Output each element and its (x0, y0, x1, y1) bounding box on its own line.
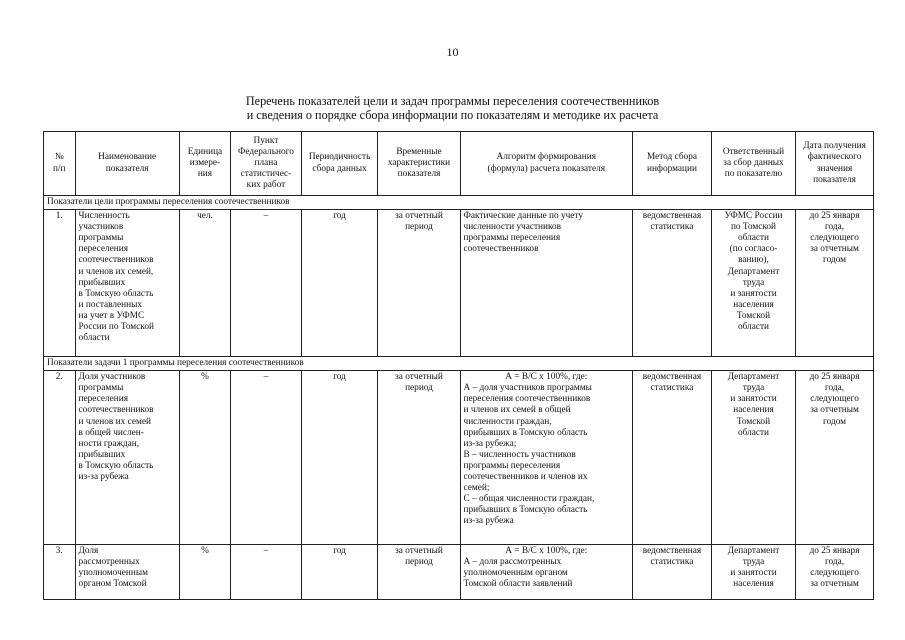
header-algorithm (460, 132, 633, 196)
text-line: В – численность участников (463, 449, 576, 460)
header-unit (179, 132, 231, 196)
text-line: по показателю (724, 169, 783, 180)
text-line: за отчетным (810, 405, 859, 416)
text-line: в Томскую область (78, 288, 154, 299)
text-line: переселения (78, 394, 129, 405)
text-line: Метод сбора (646, 152, 697, 163)
date-cell (796, 371, 874, 545)
text-line: статистика (650, 383, 694, 394)
text-line: за сбор данных (723, 157, 784, 168)
text-line: семей; (463, 483, 490, 494)
text-line: до 25 января (809, 372, 860, 383)
section-title: Показатели цели программы переселения соотечественников (44, 196, 874, 210)
unit-cell: % (179, 371, 231, 545)
text-line: соотечественников (463, 244, 539, 255)
formula: А = В/С x 100%, где: (505, 372, 588, 383)
header-plan-item (231, 132, 301, 196)
text-line: из-за рубежа (78, 472, 129, 483)
formula: А = В/С x 100%, где: (505, 546, 588, 557)
text-line: и членов их семей, (78, 266, 154, 277)
text-line: Периодичность (308, 152, 371, 163)
text-line: Пункт (253, 135, 279, 146)
text-line: Доля участников (78, 372, 146, 383)
text-line: области (737, 233, 770, 244)
unit-cell: чел. (179, 210, 231, 357)
text-line: участников (78, 222, 124, 233)
text-line: уполномоченным органом (463, 568, 568, 579)
text-line: до 25 января (809, 211, 860, 222)
text-line: информации (646, 163, 697, 174)
text-line: Единица (187, 146, 223, 157)
text-line: ванию), (738, 255, 769, 266)
text-line: из-за рубежа; (463, 438, 517, 449)
method-cell (633, 545, 712, 600)
text-line: органом Томской (78, 579, 147, 590)
table-row (44, 371, 874, 545)
method-cell (633, 210, 712, 357)
text-line: Томской (736, 310, 771, 321)
text-line: период (405, 383, 433, 394)
text-line: Дата получения (803, 141, 866, 152)
text-line: численности граждан, (463, 416, 552, 427)
table-row (44, 210, 874, 357)
text-line: значения (816, 163, 853, 174)
text-line: УФМС России (724, 211, 783, 222)
text-line: на учет в УФМС (78, 310, 145, 321)
text-line: прибывших в Томскую область (463, 427, 588, 438)
text-line: из-за рубежа (463, 516, 514, 527)
text-line: фактического (807, 152, 862, 163)
section-title: Показатели задачи 1 программы переселения соотечественников (44, 357, 874, 371)
text-line: и членов их семей (78, 416, 151, 427)
text-line: показателя (813, 174, 856, 185)
text-line: программы (78, 383, 124, 394)
text-line: соотечественников (78, 255, 154, 266)
text-line: года, (824, 557, 845, 568)
header-method (633, 132, 712, 196)
header-responsible (711, 132, 795, 196)
algorithm-cell (460, 371, 633, 545)
text-line: (формула) расчета показателя (487, 163, 606, 174)
text-line: п/п (53, 163, 66, 174)
text-line: прибывших (78, 277, 126, 288)
text-line: период (405, 557, 433, 568)
algorithm-cell (460, 210, 633, 357)
text-line: Томской (736, 416, 771, 427)
temporal-cell (378, 210, 460, 357)
text-line: и членов их семей в общей (463, 405, 571, 416)
text-line: и занятости (730, 568, 777, 579)
document-title (0, 94, 905, 122)
text-line: прибывших в Томскую область (463, 505, 588, 516)
text-line: ности граждан, (78, 438, 140, 449)
plan-item-cell: – (231, 371, 301, 545)
text-line: следующего (810, 233, 859, 244)
algorithm-cell (460, 545, 633, 600)
text-line: программы переселения (463, 460, 561, 471)
text-line: переселения соотечественников (463, 394, 591, 405)
date-cell (796, 545, 874, 600)
text-line: показателя (397, 169, 441, 180)
text-line: труда (742, 383, 765, 394)
text-line: уполномоченным (78, 568, 148, 579)
text-line: С – общая численности граждан, (463, 494, 595, 505)
text-line: соотечественников (78, 405, 154, 416)
text-line: ведомственная (642, 211, 702, 222)
text-line: Департамент (727, 266, 780, 277)
text-line: области (737, 427, 770, 438)
text-line: в общей числен- (78, 427, 144, 438)
text-line: труда (742, 557, 765, 568)
text-line: по Томской (730, 222, 777, 233)
text-line: Фактические данные по учету (463, 211, 584, 222)
temporal-cell (378, 371, 460, 545)
text-line: следующего (810, 568, 859, 579)
temporal-cell (378, 545, 460, 600)
responsible-cell (711, 210, 795, 357)
plan-item-cell: – (231, 210, 301, 357)
text-line: период (405, 222, 433, 233)
text-line: статистика (650, 557, 694, 568)
text-line: до 25 января (809, 546, 860, 557)
text-line: показателя (105, 163, 149, 174)
text-line: программы (78, 233, 124, 244)
text-line: сбора данных (312, 163, 367, 174)
table-header-row (44, 132, 874, 196)
section-row (44, 357, 874, 371)
text-line: статистичес- (240, 169, 292, 180)
text-line: и занятости (730, 288, 777, 299)
text-line: численности участников (463, 222, 562, 233)
text-line: года, (824, 383, 845, 394)
periodicity-cell: год (301, 371, 378, 545)
text-line: за отчетным (810, 244, 859, 255)
indicator-name-cell (75, 545, 179, 600)
text-line: следующего (810, 394, 859, 405)
title-line-1: Перечень показателей цели и задач программы переселения соотечественников (245, 94, 660, 108)
text-line: труда (742, 277, 765, 288)
date-cell (796, 210, 874, 357)
text-line: Томской области заявлений (463, 579, 573, 590)
text-line: характеристики (387, 157, 451, 168)
unit-cell: % (179, 545, 231, 600)
indicators-table (43, 131, 874, 600)
plan-item-cell: – (231, 545, 301, 600)
text-line: Ответственный (722, 146, 785, 157)
header-temporal (378, 132, 460, 196)
text-line: области (78, 333, 110, 344)
row-number-cell: 3. (44, 545, 76, 600)
table-body (44, 196, 874, 600)
text-line: ких работ (246, 180, 286, 191)
section-row (44, 196, 874, 210)
indicator-name-cell (75, 210, 179, 357)
header-periodicity (301, 132, 378, 196)
text-line: населения (733, 405, 774, 416)
text-line: прибывших (78, 449, 126, 460)
text-line: за отчетный (395, 211, 443, 222)
text-line: за отчетный (395, 546, 443, 557)
text-line: Федерального (238, 146, 294, 157)
text-line: измере- (189, 157, 221, 168)
header-num (44, 132, 76, 196)
responsible-cell (711, 545, 795, 600)
text-line: Временные (396, 146, 442, 157)
responsible-cell (711, 371, 795, 545)
text-line: (по согласо- (729, 244, 778, 255)
text-line: ведомственная (642, 372, 702, 383)
periodicity-cell: год (301, 210, 378, 357)
text-line: за отчетный (395, 372, 443, 383)
text-line: программы переселения (463, 233, 561, 244)
title-line-2: и сведения о порядке сбора информации по показателям и методике их расчета (246, 108, 659, 122)
text-line: А – доля участников программы (463, 383, 592, 394)
text-line: переселения (78, 244, 129, 255)
page-number: 10 (446, 45, 459, 59)
method-cell (633, 371, 712, 545)
text-line: ведомственная (642, 546, 702, 557)
text-line: ния (197, 169, 213, 180)
text-line: годом (823, 416, 847, 427)
text-line: соотечественников и членов их (463, 472, 588, 483)
text-line: России по Томской (78, 322, 154, 333)
header-name (75, 132, 179, 196)
text-line: года, (824, 222, 845, 233)
text-line: А – доля рассмотренных (463, 557, 562, 568)
text-line: и поставленных (78, 299, 143, 310)
text-line: области (737, 322, 770, 333)
text-line: плана (254, 157, 278, 168)
indicator-name-cell (75, 371, 179, 545)
text-line: № (54, 152, 64, 163)
text-line: и занятости (730, 394, 777, 405)
periodicity-cell: год (301, 545, 378, 600)
text-line: Департамент (727, 546, 780, 557)
text-line: населения (733, 299, 774, 310)
text-line: Доля (78, 546, 99, 557)
text-line: рассмотренных (78, 557, 140, 568)
row-number-cell: 1. (44, 210, 76, 357)
text-line: Численность (78, 211, 130, 222)
table-row (44, 545, 874, 600)
text-line: Алгоритм формирования (496, 152, 596, 163)
text-line: в Томскую область (78, 460, 154, 471)
text-line: статистика (650, 222, 694, 233)
row-number-cell: 2. (44, 371, 76, 545)
text-line: за отчетным (810, 579, 859, 590)
text-line: населения (733, 579, 774, 590)
text-line: Департамент (727, 372, 780, 383)
text-line: Наименование (98, 152, 157, 163)
header-date (796, 132, 874, 196)
text-line: годом (823, 255, 847, 266)
